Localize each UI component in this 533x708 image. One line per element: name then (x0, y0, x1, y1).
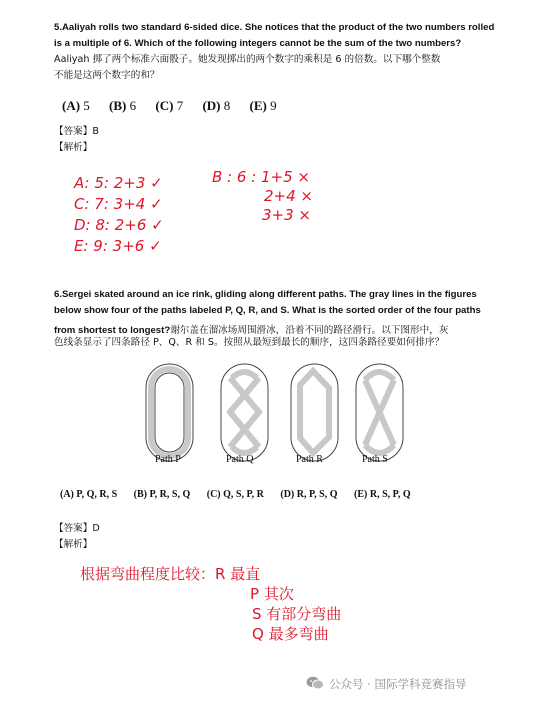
q5-handwriting-left: A: 5: 2+3 ✓ C: 7: 3+4 ✓ D: 8: 2+6 ✓ E: 9: 3+6 ✓ (74, 174, 164, 255)
q5-analysis-label: 【解析】 (54, 142, 93, 153)
q5-handwriting-right: B : 6 : 1+5 × 2+4 × 3+3 × (212, 168, 313, 224)
q6-handwriting: 根据弯曲程度比较：R 最直 P 其次 S 有部分弯曲 Q 最多弯曲 (80, 565, 342, 643)
path-r-label: Path R (296, 454, 323, 465)
q6-choice-b: (B) P, R, S, Q (133, 489, 191, 500)
q6-choice-d: (D) R, P, S, Q (280, 489, 338, 500)
q5-choice-a: (A) 5 (62, 98, 90, 113)
q6-choices (60, 489, 411, 500)
q6-choice-a: (A) P, Q, R, S (60, 489, 118, 500)
path-p-label: Path P (155, 454, 181, 465)
watermark-text: 公众号 · 国际学科竞赛指导 (329, 677, 467, 691)
q5-choice-e: (E) 9 (249, 98, 277, 113)
q6-text-line2: below show four of the paths labeled P, Q, R, and S. What is the sorted order of the four paths (54, 305, 481, 316)
q5-text-line1: 5.Aaliyah rolls two standard 6-sided dice. She notices that the product of the two numbers rolled (54, 22, 495, 33)
q5-text-line2: is a multiple of 6. Which of the following integers cannot be the sum of the two numbers? (54, 38, 462, 49)
q6-choice-c: (C) Q, S, P, R (206, 489, 264, 500)
q5-choice-b: (B) 6 (109, 98, 137, 113)
path-r-figure (291, 364, 338, 461)
path-s-label: Path S (362, 454, 388, 465)
q5-zh-line1: Aaliyah 掷了两个标准六面骰子。她发现掷出的两个数字的乘积是 6 的倍数。以下哪个整数 (54, 54, 441, 65)
path-s-figure (356, 364, 403, 461)
q5-choice-d: (D) 8 (202, 98, 231, 113)
q6-analysis-label: 【解析】 (54, 539, 93, 550)
wechat-icon (306, 676, 324, 690)
q5-zh-line2: 不能是这两个数字的和？ (54, 70, 160, 81)
q6-text-line1: 6.Sergei skated around an ice rink, gliding along different paths. The gray lines in the figures (54, 289, 477, 300)
path-p-figure (146, 364, 193, 461)
q6-zh-line4: 色线条显示了四条路径 P、Q、R 和 S。按照从最短到最长的顺序，这四条路径要如何排序？ (54, 337, 445, 348)
q6-choice-e: (E) R, S, P, Q (354, 489, 411, 500)
path-q-figure (221, 364, 268, 461)
q6-answer: 【答案】D (54, 523, 100, 534)
q5-answer: 【答案】B (54, 126, 99, 137)
q5-choice-c: (C) 7 (155, 98, 184, 113)
q6-text-line3: from shortest to longest?谢尔盖在溜冰场周围滑冰，沿着不同的路径滑行。以下图形中，灰 (54, 325, 449, 336)
path-q-label: Path Q (226, 454, 254, 465)
